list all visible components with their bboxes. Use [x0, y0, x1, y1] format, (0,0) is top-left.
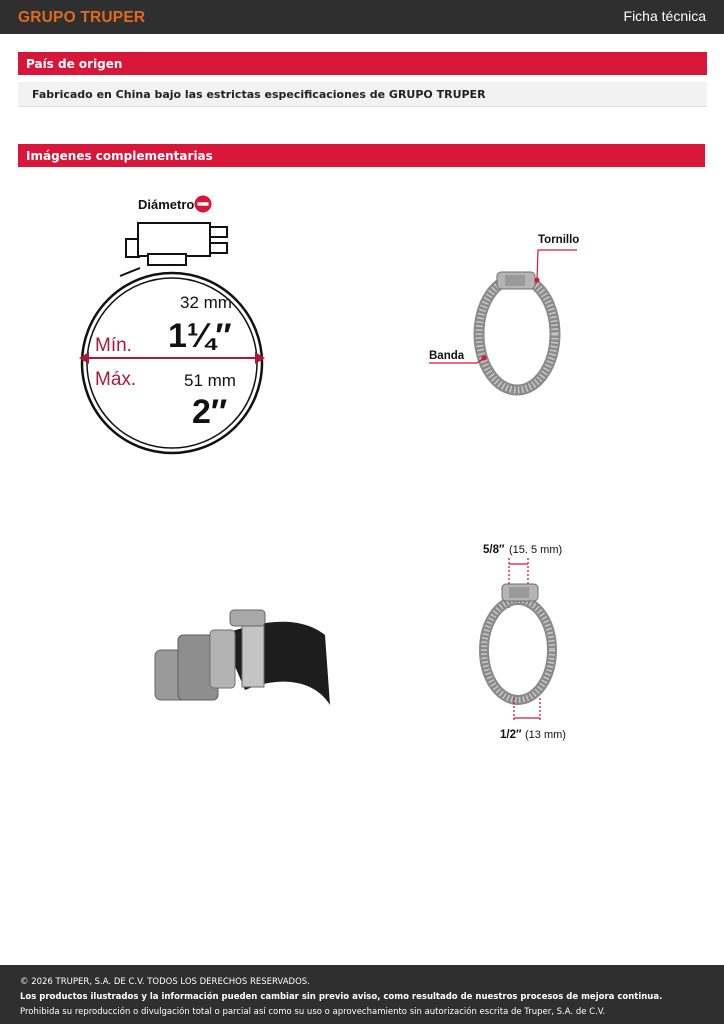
brand-logo: GRUPO TRUPER: [18, 9, 146, 26]
hose-image: [222, 622, 330, 705]
band-label: Banda: [429, 350, 465, 362]
footer: [0, 965, 724, 1024]
clamp-band-outer: [82, 273, 262, 453]
fitting-image: [155, 630, 235, 700]
section-title-origin: País de origen: [18, 52, 707, 75]
top-dimension-inch: 5/8″: [483, 544, 505, 556]
top-dimension-mm: (15. 5 mm): [509, 544, 563, 556]
top-bar: [0, 0, 724, 34]
clamp-screw-image: [497, 272, 535, 289]
origin-text: Fabricado en China bajo las estrictas especificaciones de GRUPO TRUPER: [18, 82, 707, 107]
clamp-screw-image-2: [502, 584, 538, 601]
minus-icon: [195, 196, 212, 213]
min-label: Mín.: [95, 335, 132, 356]
diameter-heading: Diámetro: [138, 197, 195, 212]
screw-label: Tornillo: [538, 234, 580, 246]
band-tail: [120, 268, 140, 276]
min-inch-value: 1¼″: [168, 317, 232, 355]
clamp-on-hose-image: [242, 625, 264, 687]
max-label: Máx.: [95, 369, 137, 390]
bottom-dimension-mm: (13 mm): [525, 729, 566, 741]
clamp-screw-housing: [126, 223, 227, 265]
footer-copyright: © 2026 TRUPER, S.A. DE C.V. TODOS LOS DERECHOS RESERVADOS.: [20, 977, 310, 987]
footer-notice: Los productos ilustrados y la información pueden cambiar sin previo aviso, como resultado de nuestros procesos de mejora continua.: [20, 992, 663, 1002]
screw-callout-line: [537, 250, 577, 280]
document-type: Ficha técnica: [623, 8, 706, 24]
clamp-dimensions-figure: [470, 538, 570, 748]
footer-prohibition: Prohibida su reproducción o divulgación total o parcial así como su uso o aprovechamiento sin autorización escrita de Truper, S.A. de C.V.: [20, 1007, 606, 1017]
clamp-parts-figure: [420, 225, 590, 400]
min-mm-value: 32 mm: [180, 293, 232, 312]
max-inch-value: 2″: [192, 393, 228, 431]
diameter-diagram: [70, 190, 290, 465]
hose-installation-figure: [150, 600, 335, 715]
bottom-dimension-inch: 1/2″: [500, 729, 522, 741]
section-title-images: Imágenes complementarias: [18, 144, 705, 167]
max-mm-value: 51 mm: [184, 371, 236, 390]
